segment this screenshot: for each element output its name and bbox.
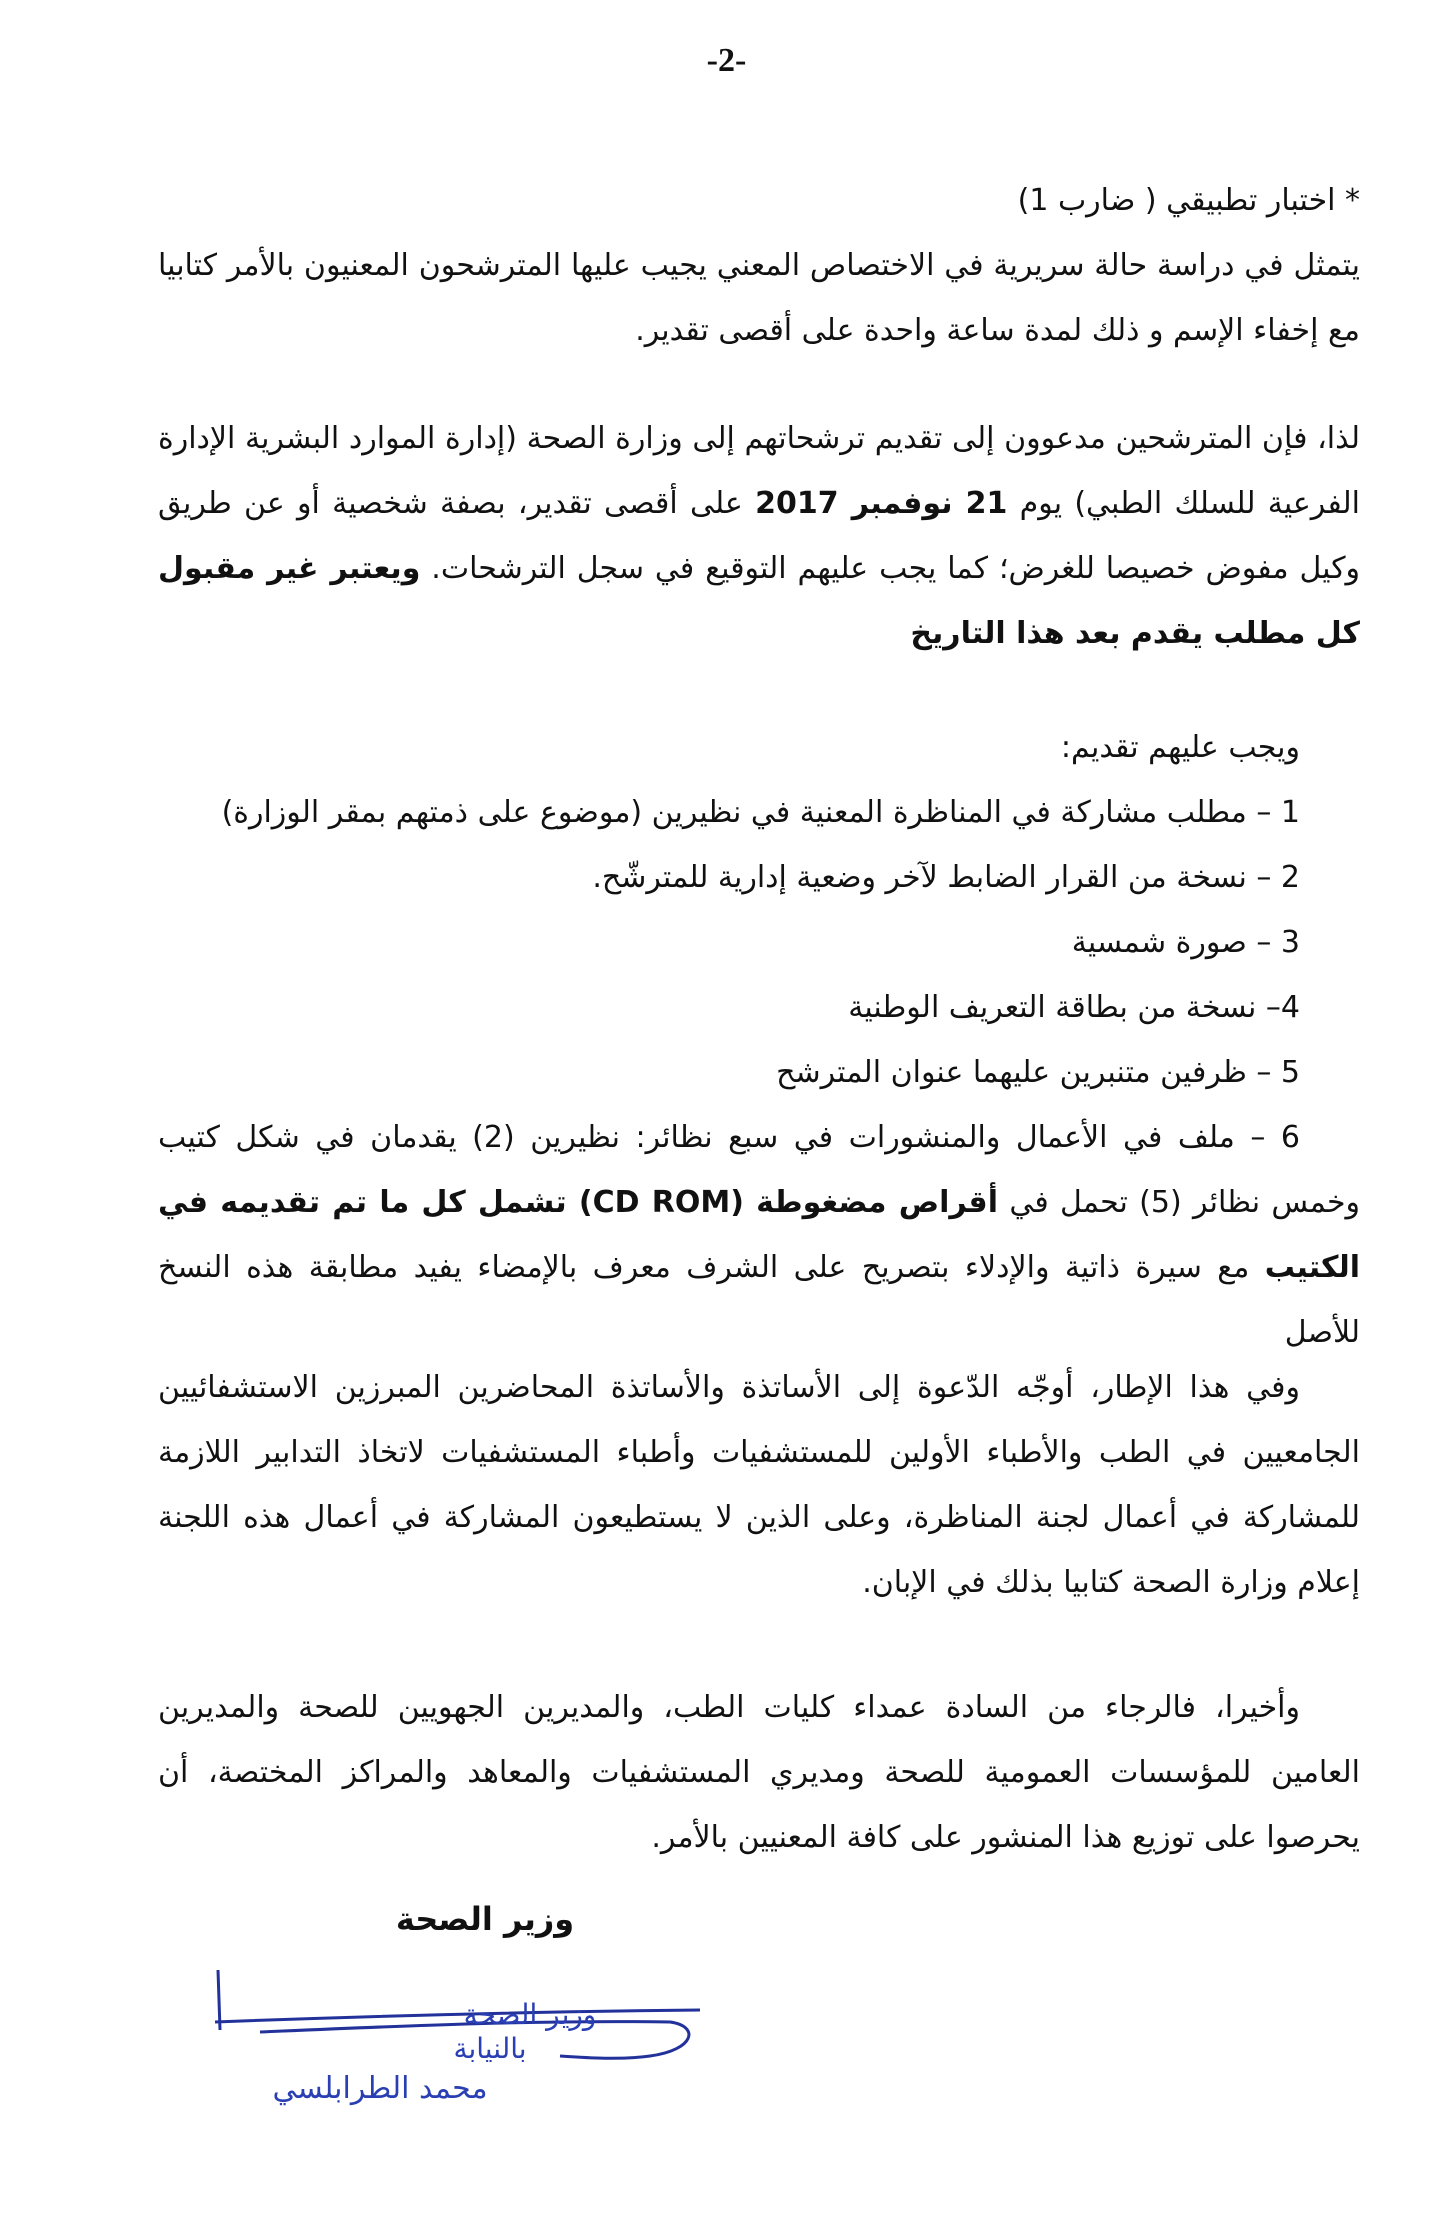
documents-section <box>158 715 1360 1365</box>
deadline-paragraph <box>158 406 1360 666</box>
deadline-text-start: لذا، فإن المترشحين مدعوون إلى تقديم ترشحاتهم إلى وزارة الصحة (إدارة الموارد البشرية الإدارة الفرعية للسلك الطبي) يوم <box>158 421 1360 521</box>
deadline-date: 21 نوفمبر 2017 <box>755 486 1008 521</box>
deadline-warning: ويعتبر غير مقبول كل مطلب يقدم بعد هذا التاريخ <box>158 551 1360 651</box>
stamp-signer-name: محمد الطرابلسي <box>272 2071 488 2106</box>
practical-test-section <box>158 168 1360 363</box>
closing-paragraph: وأخيرا، فالرجاء من السادة عمداء كليات الطب، والمديرين الجهويين للصحة والمديرين العامين للمؤسسات العمومية للصحة ومديري المستشفيات والمعاهد والمراكز المختصة، أن يحرصوا على توزيع هذا المنشور على كافة المعنيين بالأمر. <box>158 1690 1360 1855</box>
list-item: 2 – نسخة من القرار الضابط لآخر وضعية إدارية للمترشّح. <box>592 860 1300 895</box>
publications-text-start: 6 – ملف في الأعمال والمنشورات في سبع نظائر: نظيرين (2) يقدمان في شكل كتيب وخمس نظائر (5) تحمل في <box>158 1120 1361 1220</box>
publications-text-end: مع سيرة ذاتية والإدلاء بتصريح على الشرف معرف بالإمضاء يفيد مطابقة هذه النسخ للأصل <box>158 1250 1360 1350</box>
invitation-section <box>158 1355 1360 1615</box>
stamp-minister: وزير الصحة <box>463 1998 597 2031</box>
list-item: 1 – مطلب مشاركة في المناظرة المعنية في نظيرين (موضوع على ذمتهم بمقر الوزارة) <box>221 795 1300 830</box>
deadline-text-end: على أقصى تقدير، بصفة شخصية أو عن طريق وكيل مفوض خصيصا للغرض؛ كما يجب عليهم التوقيع في سجل الترشحات. <box>158 486 1361 586</box>
list-item: 3 – صورة شمسية <box>1071 925 1300 960</box>
signature-title: وزير الصحة <box>395 1900 575 1938</box>
practical-test-heading: * اختبار تطبيقي ( ضارب 1) <box>1017 183 1360 218</box>
page-number: -2- <box>706 42 747 79</box>
closing-section <box>158 1675 1360 1870</box>
documents-list <box>158 780 1360 1365</box>
invitation-paragraph: وفي هذا الإطار، أوجّه الدّعوة إلى الأساتذة والأساتذة المحاضرين المبرزين الاستشفائيين الجامعيين في الطب والأطباء الأولين للمستشفيات وأطباء المستشفيات لاتخاذ التدابير اللازمة للمشاركة في أعمال لجنة المناظرة، وعلى الذين لا يستطيعون المشاركة في أعمال هذه اللجنة إعلام وزارة الصحة كتابيا بذلك في الإبان. <box>158 1370 1360 1600</box>
documents-intro: ويجب عليهم تقديم: <box>1060 730 1300 765</box>
practical-test-body: يتمثل في دراسة حالة سريرية في الاختصاص المعني يجيب عليها المترشحون المعنيون بالأمر كتابيا مع إخفاء الإسم و ذلك لمدة ساعة واحدة على أقصى تقدير. <box>158 248 1360 348</box>
list-item-publications <box>158 1105 1360 1365</box>
signature-stamp <box>200 1960 720 2110</box>
publications-cd-rom: أقراص مضغوطة (CD ROM) تشمل كل ما تم تقديمه في الكتيب <box>158 1185 1360 1285</box>
deadline-section <box>158 406 1360 666</box>
stamp-on-behalf: بالنيابة <box>453 2032 527 2065</box>
list-item: 4– نسخة من بطاقة التعريف الوطنية <box>848 990 1300 1025</box>
list-item: 5 – ظرفين متنبرين عليهما عنوان المترشح <box>776 1055 1300 1090</box>
